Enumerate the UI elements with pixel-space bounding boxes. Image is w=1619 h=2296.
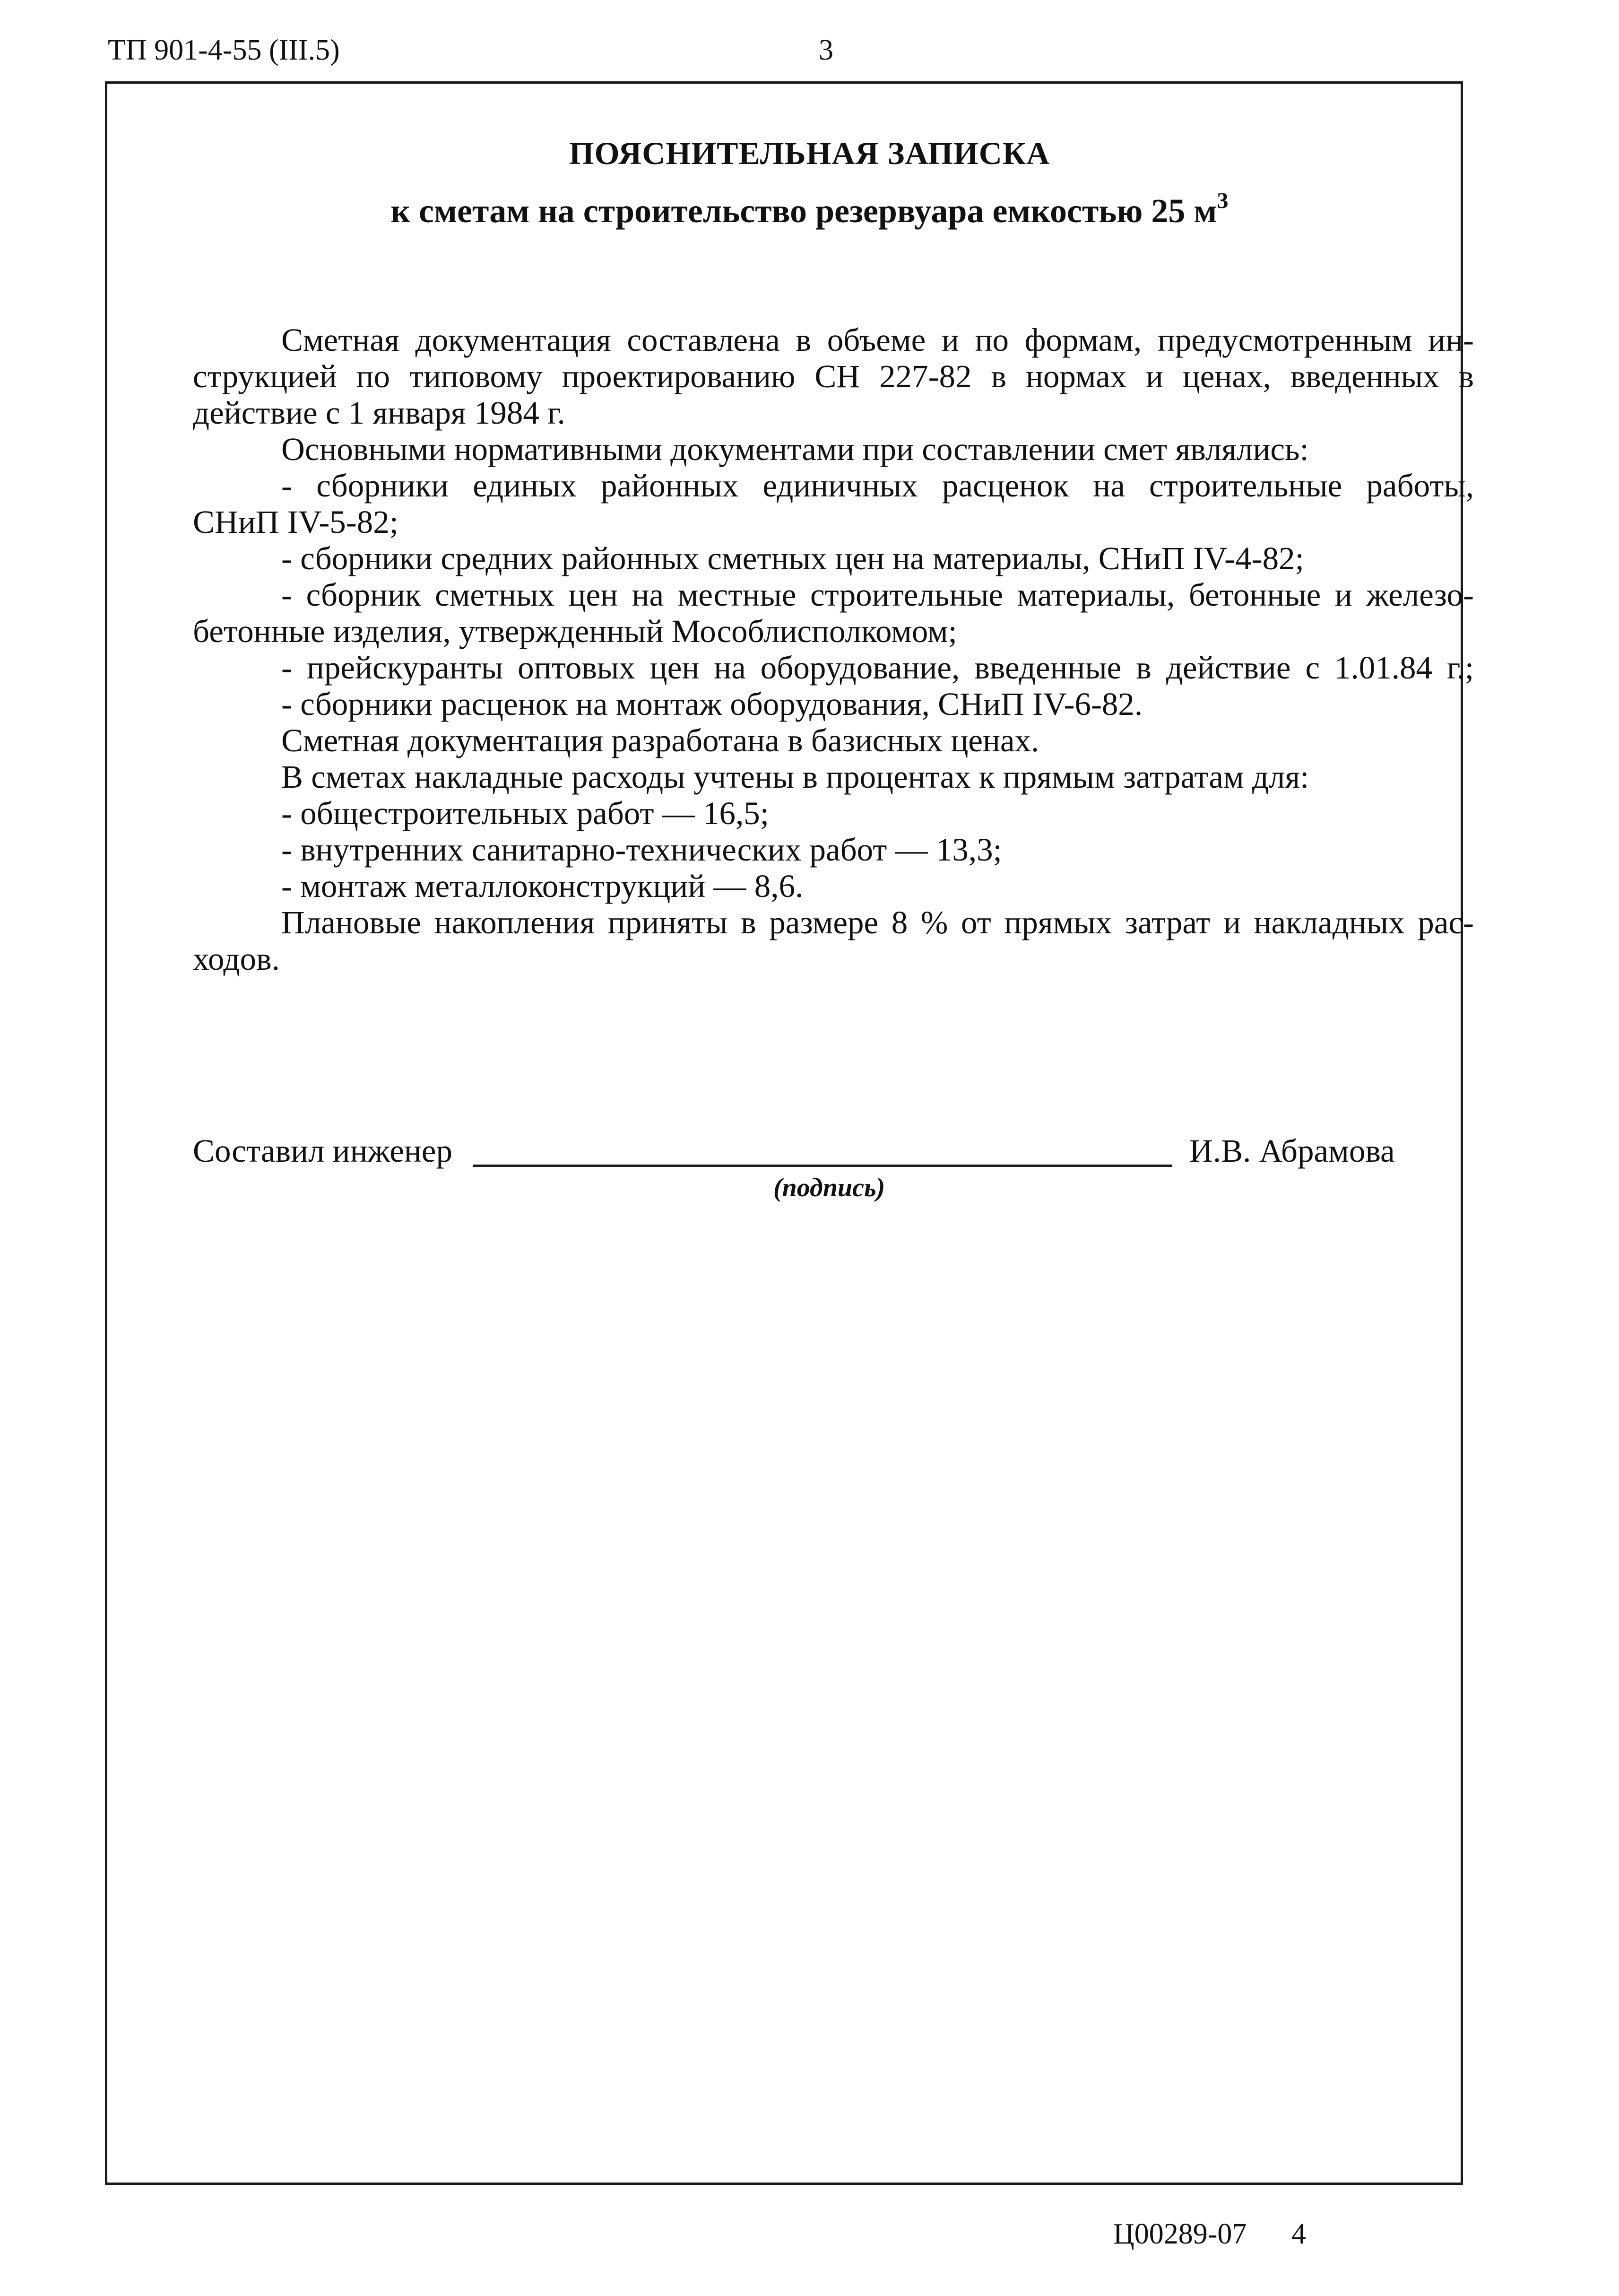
subtitle-superscript: 3 <box>1217 188 1229 213</box>
body-line-15: - внутренних санитарно-технических работ — 13,3; <box>281 832 1002 868</box>
body-line-10: - прейскуранты оптовых цен на оборудование, введенные в действие с 1.01.84 г.; <box>281 650 1474 686</box>
signature-caption: (подпись) <box>773 1173 885 1202</box>
body-line-17: Плановые накопления приняты в размере 8 % от прямых затрат и накладных рас- <box>281 904 1474 940</box>
body-line-2: струкцией по типовому проектированию СН 227-82 в нормах и ценах, введенных в <box>193 358 1474 394</box>
signature-line <box>473 1165 1172 1167</box>
document-subtitle <box>0 188 1619 231</box>
body-line-18: ходов. <box>193 941 280 977</box>
body-line-9: бетонные изделия, утвержденный Мособлисполкомом; <box>193 613 957 649</box>
body-line-4: Основными нормативными документами при составлении смет являлись: <box>281 431 1309 467</box>
document-code: ТП 901-4-55 (III.5) <box>108 34 340 66</box>
footer-sheet-number: 4 <box>1291 2218 1306 2250</box>
body-line-8: - сборник сметных цен на местные строительные материалы, бетонные и железо- <box>281 577 1474 613</box>
body-line-12: Сметная документация разработана в базисных ценах. <box>281 722 1039 758</box>
body-line-3: действие с 1 января 1984 г. <box>193 395 565 431</box>
body-line-7: - сборники средних районных сметных цен на материалы, СНиП IV-4-82; <box>281 540 1304 576</box>
signature-label: Составил инженер <box>193 1133 452 1169</box>
body-line-6: СНиП IV-5-82; <box>193 504 398 540</box>
body-line-1: Сметная документация составлена в объеме и по формам, предусмотренным ин- <box>281 322 1474 358</box>
body-line-16: - монтаж металлоконструкций — 8,6. <box>281 868 804 904</box>
subtitle-text: к сметам на строительство резервуара емкостью 25 м <box>390 192 1217 230</box>
body-line-13: В сметах накладные расходы учтены в процентах к прямым затратам для: <box>281 759 1309 795</box>
page-number: 3 <box>819 34 833 66</box>
body-line-14: - общестроительных работ — 16,5; <box>281 795 769 831</box>
body-line-11: - сборники расценок на монтаж оборудования, СНиП IV-6-82. <box>281 686 1143 722</box>
footer-doc-code: Ц00289-07 <box>1113 2218 1247 2250</box>
body-line-5: - сборники единых районных единичных расценок на строительные работы, <box>281 468 1474 504</box>
signature-name: И.В. Абрамова <box>1189 1133 1395 1169</box>
document-title: ПОЯСНИТЕЛЬНАЯ ЗАПИСКА <box>569 135 1050 171</box>
